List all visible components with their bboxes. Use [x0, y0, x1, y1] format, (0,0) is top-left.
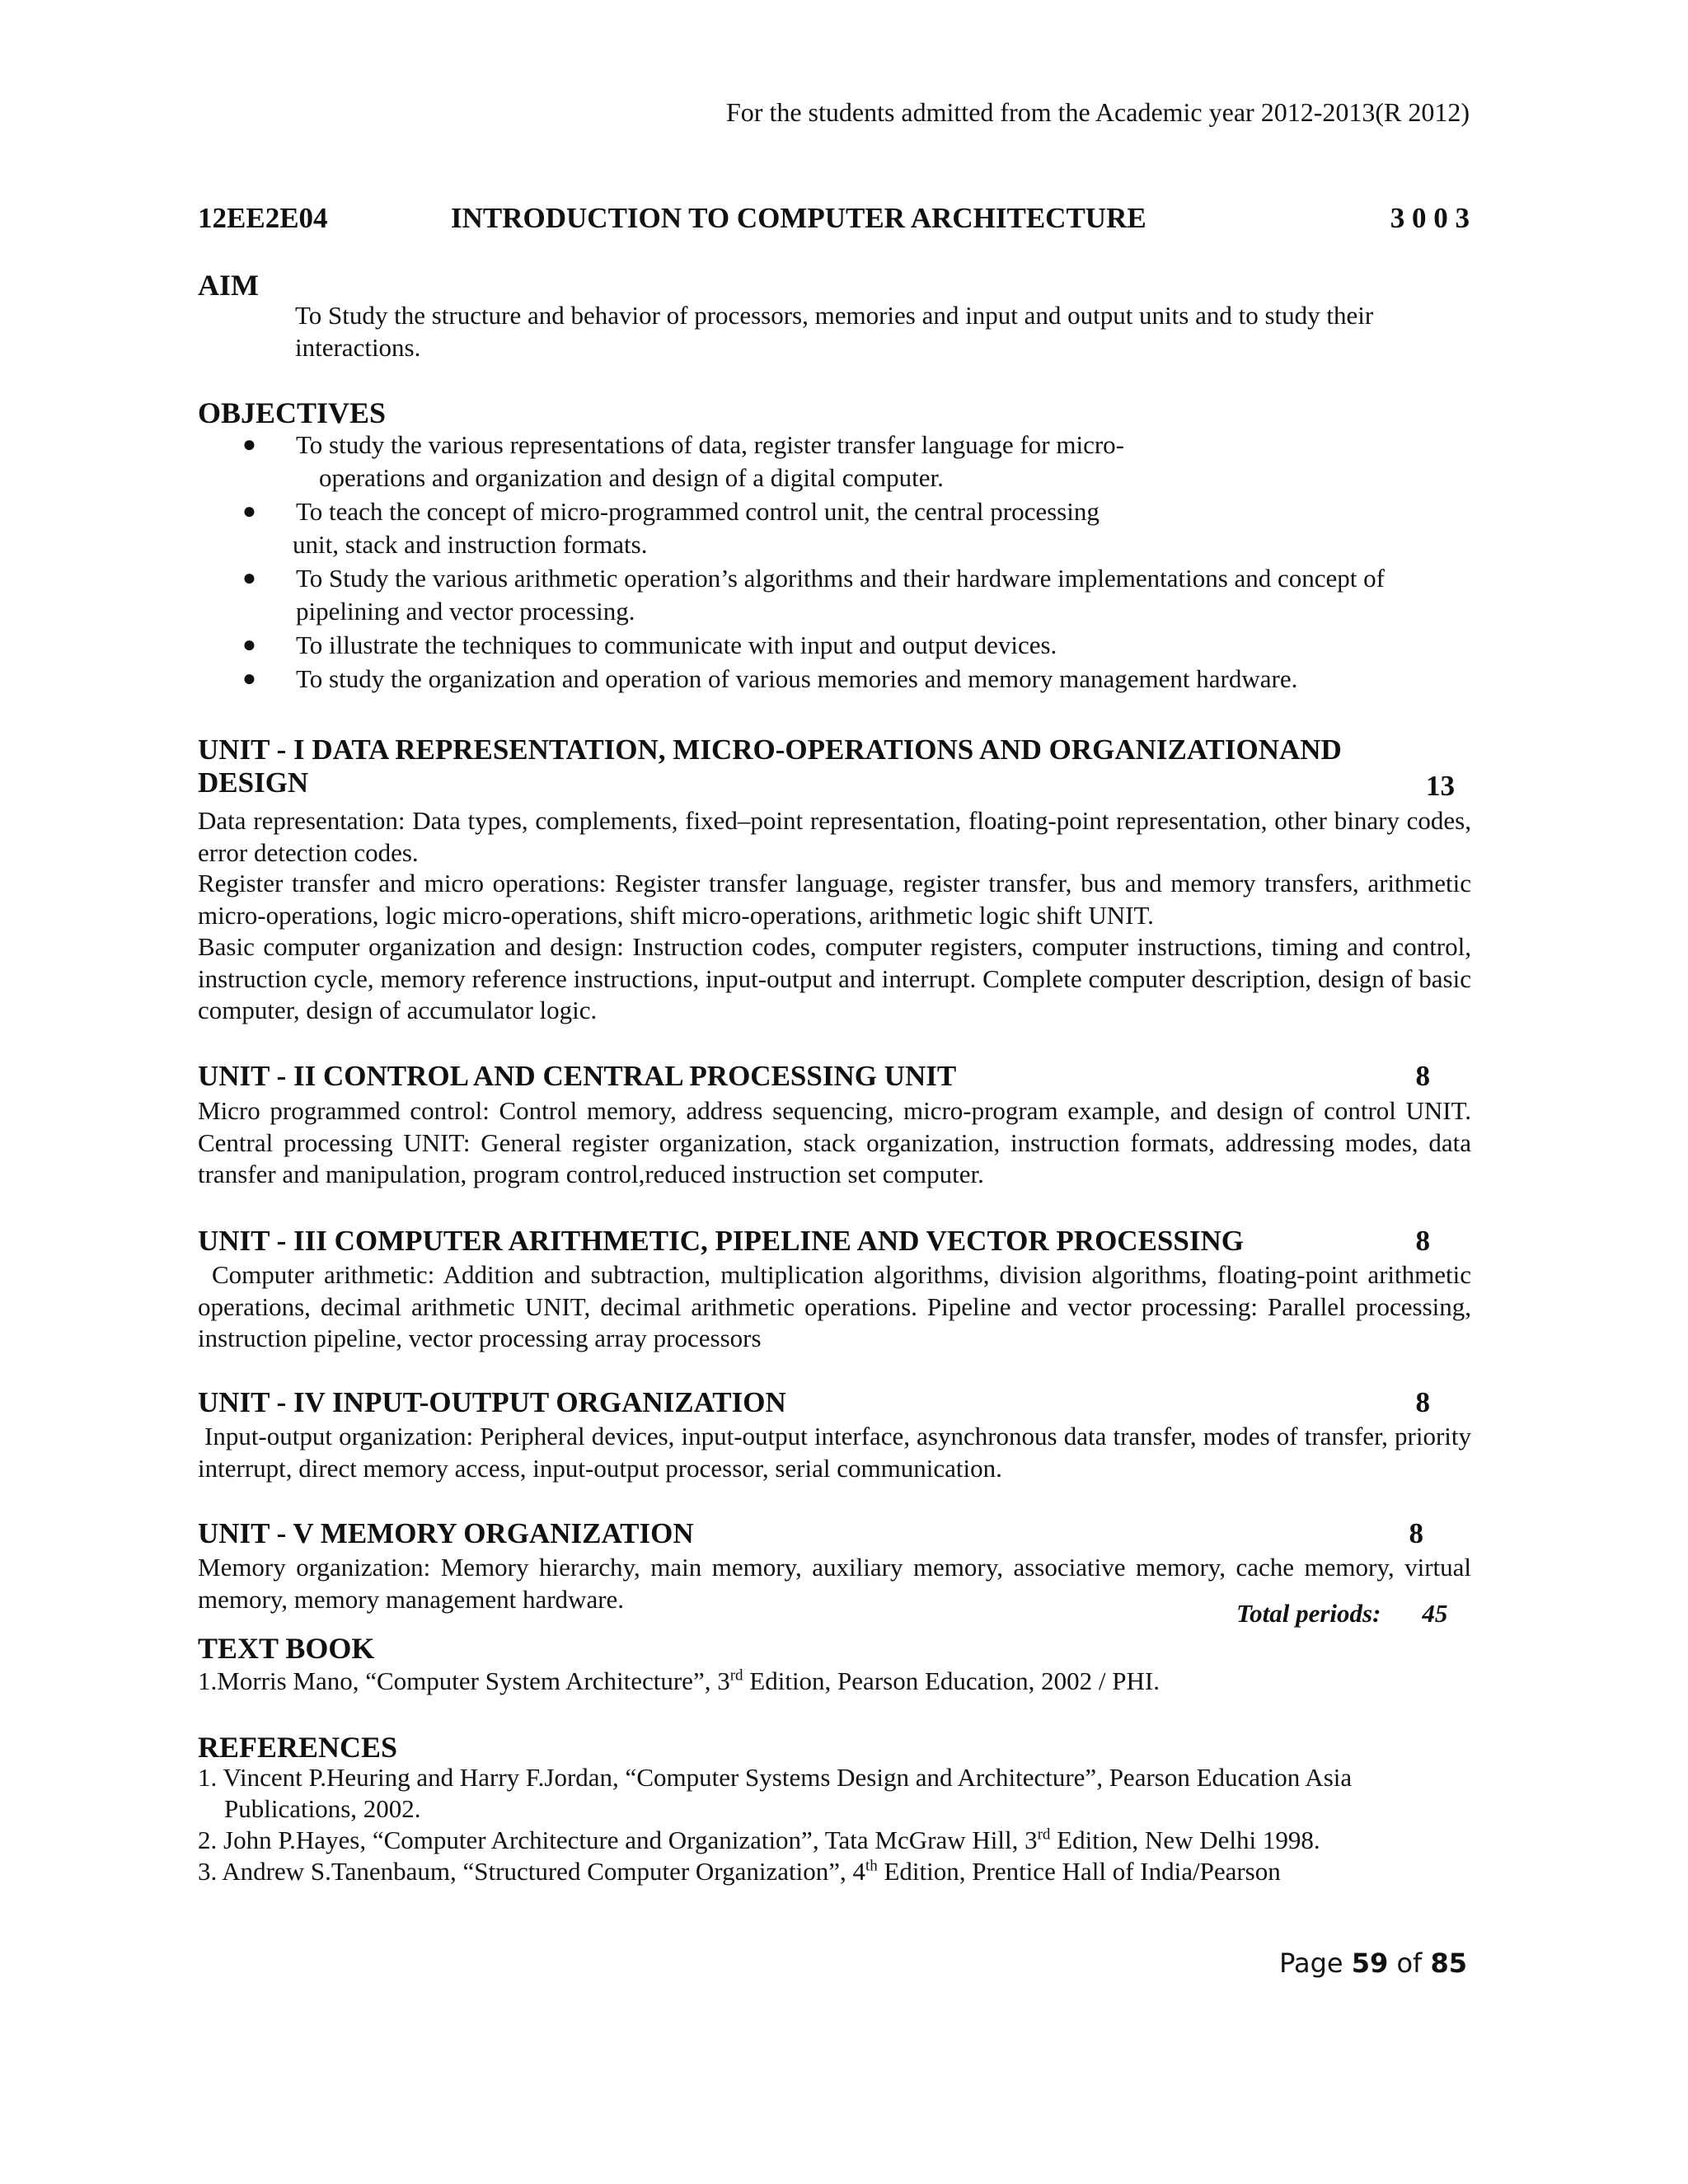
- unit-4-heading: UNIT - IV INPUT-OUTPUT ORGANIZATION 8: [198, 1386, 1430, 1418]
- total-periods-label: Total periods:: [1236, 1599, 1381, 1628]
- course-title: INTRODUCTION TO COMPUTER ARCHITECTURE: [451, 202, 1146, 234]
- unit-4-paragraph: Input-output organization: Peripheral devices, input-output interface, asynchronous data transfer, modes of transfer, priority interrupt, direct memory access, input-output processor, serial communication.: [198, 1422, 1471, 1483]
- course-credits: 3 0 0 3: [1390, 202, 1470, 234]
- reference-item: 1. Vincent P.Heuring and Harry F.Jordan, “Computer Systems Design and Architecture”, Pearson Education Asia Publications, 2002.: [198, 1763, 1353, 1823]
- bullet-icon: ●: [242, 432, 256, 457]
- objective-item: ● To study the various representations of data, register transfer language for micro- operations and organization and design of a digital computer.: [242, 430, 1124, 492]
- unit-1-paragraph: Basic computer organization and design: Instruction codes, computer registers, computer instructions, timing and control, instruction cycle, memory reference instructions, input-output and interrupt. Complete computer description, design of basic computer, design of accumulator logic.: [198, 932, 1471, 1024]
- unit-2-periods: 8: [1415, 1060, 1430, 1092]
- total-pages: 85: [1430, 1947, 1467, 1979]
- unit-3-periods: 8: [1415, 1225, 1430, 1257]
- aim-heading: AIM: [198, 269, 259, 302]
- aim-text: To Study the structure and behavior of processors, memories and input and output units and to study their interactions.: [295, 301, 1374, 362]
- total-periods: [1236, 1599, 1447, 1629]
- objective-item: ● To study the organization and operation of various memories and memory management hardware.: [198, 663, 1471, 696]
- unit-1-paragraph: Data representation: Data types, complements, fixed–point representation, floating-point representation, other binary codes, error detection codes.: [198, 806, 1471, 867]
- objectives-heading: OBJECTIVES: [198, 396, 387, 429]
- text-book-heading: TEXT BOOK: [198, 1632, 375, 1665]
- unit-2-paragraph: Micro programmed control: Control memory, address sequencing, micro-program example, and design of control UNIT. Central processing UNIT: General register organization, stack organization, instruction formats, addressing modes, data transfer and manipulation, program control,reduced instruction set computer.: [198, 1096, 1471, 1188]
- bullet-icon: ●: [242, 632, 256, 658]
- unit-1-periods: 13: [1426, 770, 1455, 802]
- course-code: 12EE2E04: [198, 202, 328, 234]
- total-periods-value: 45: [1422, 1599, 1448, 1628]
- page-word: Page: [1279, 1947, 1343, 1979]
- references-list: [198, 1762, 1434, 1887]
- unit-1-heading: UNIT - I DATA REPRESENTATION, MICRO-OPERATIONS AND ORGANIZATIONAND DESIGN 13: [198, 733, 1455, 802]
- reference-item: 3. Andrew S.Tanenbaum, “Structured Computer Organization”, 4th Edition, Prentice Hall of India/Pearson: [198, 1857, 1281, 1886]
- bullet-icon: ●: [242, 565, 256, 591]
- bullet-icon: ●: [242, 499, 256, 524]
- references-heading: REFERENCES: [198, 1731, 398, 1764]
- unit-4-periods: 8: [1415, 1386, 1430, 1418]
- bullet-icon: ●: [242, 666, 256, 691]
- objective-item: ● To teach the concept of micro-programmed control unit, the central processing unit, stack and instruction formats.: [242, 497, 1100, 559]
- page-number: 59: [1351, 1947, 1389, 1979]
- unit-3-paragraph: Computer arithmetic: Addition and subtraction, multiplication algorithms, division algorithms, floating-point arithmetic operations, decimal arithmetic UNIT, decimal arithmetic operations. Pipeline and vector processing: Parallel processing, instruction pipeline, vector processing array processors: [198, 1260, 1471, 1352]
- reference-item: 2. John P.Hayes, “Computer Architecture and Organization”, Tata McGraw Hill, 3rd Edition, New Delhi 1998.: [198, 1825, 1320, 1854]
- text-book-entry: 1.Morris Mano, “Computer System Architecture”, 3rd Edition, Pearson Education, 2002 / PHI.: [198, 1666, 1160, 1695]
- unit-3-heading: UNIT - III COMPUTER ARITHMETIC, PIPELINE AND VECTOR PROCESSING 8: [198, 1225, 1430, 1257]
- unit-5-periods: 8: [1409, 1517, 1423, 1549]
- of-word: of: [1396, 1947, 1423, 1979]
- page-footer: [1279, 1947, 1467, 1979]
- admission-note: For the students admitted from the Academic year 2012-2013(R 2012): [725, 97, 1470, 127]
- objective-item: ● To Study the various arithmetic operation’s algorithms and their hardware implementations and concept of pipelining and vector processing.: [242, 564, 1385, 626]
- unit-2-heading: UNIT - II CONTROL AND CENTRAL PROCESSING UNIT 8: [198, 1060, 1430, 1092]
- objective-item: ● To illustrate the techniques to communicate with input and output devices.: [198, 629, 1471, 662]
- unit-5-paragraph: Memory organization: Memory hierarchy, main memory, auxiliary memory, associative memory, cache memory, virtual memory, memory management hardware.: [198, 1553, 1471, 1614]
- objectives-list: [198, 429, 1471, 696]
- unit-5-heading: UNIT - V MEMORY ORGANIZATION 8: [198, 1517, 1423, 1549]
- unit-1-paragraph: Register transfer and micro operations: Register transfer language, register transfer, bus and memory transfers, arithmetic micro-operations, logic micro-operations, shift micro-operations, arithmetic logic shift UNIT.: [198, 869, 1471, 930]
